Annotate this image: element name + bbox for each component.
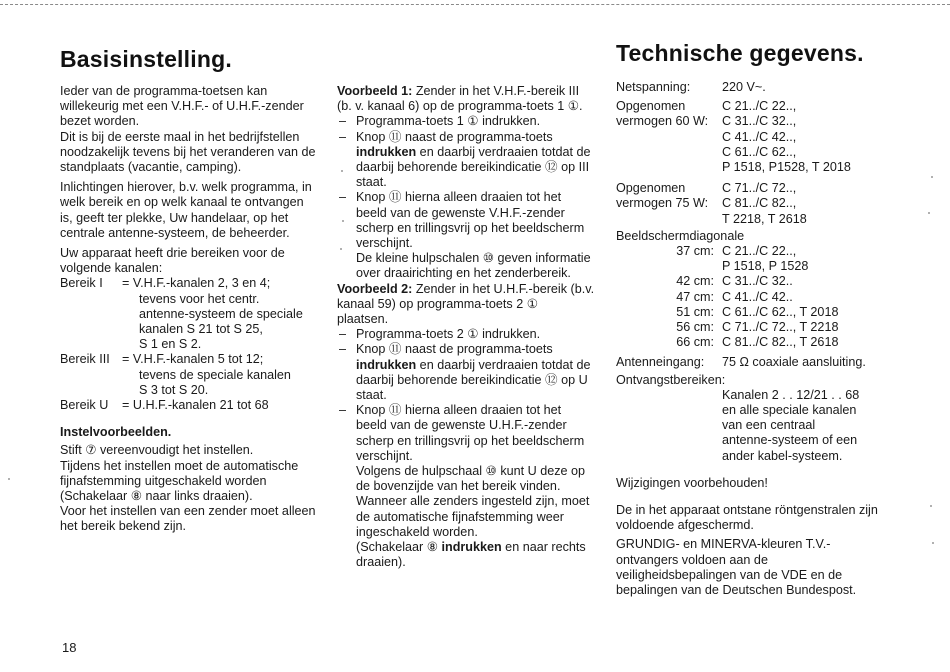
range-line: = U.H.F.-kanalen 21 tot 68 — [122, 398, 269, 413]
example-2-label: Voorbeeld 2: — [337, 281, 413, 296]
example-2-text: Zender in het U.H.F.-bereik (b.v. kanaal 59) op programma-toets 2 ① — [337, 281, 595, 311]
screen-models: C 71../C 72.., T 2218 — [722, 320, 839, 335]
scan-speck — [928, 212, 930, 214]
range-line: kanalen S 21 tot S 25, — [139, 322, 263, 337]
example-2-note-3 — [337, 540, 595, 570]
changes-notice: Wijzigingen voorbehouden! — [616, 475, 768, 490]
step-text: Knop ⑪ hierna alleen draaien tot het beeld van de gewenste V.H.F.-zender scherp en trillingsvrij op het beeldscherm verschijnt. — [356, 190, 585, 251]
step-text: en daarbij verdraaien totdat de daarbij behorende bereikindicatie ⑫ op III staat. — [356, 144, 591, 190]
example-1-text: Zender in het V.H.F.-bereik III (b. v. kanaal 6) op de programma-toets 1 ①. — [337, 84, 583, 114]
reception-line: Kanalen 2 . . 12/21 . . 68 — [722, 387, 860, 402]
model-line: C 21../C 22.., — [722, 99, 797, 114]
spec-net-voltage — [616, 80, 886, 95]
model-line: C 31../C 32.., — [722, 114, 797, 129]
screen-row — [616, 305, 886, 320]
scan-speck — [932, 542, 934, 544]
example-2-text-2: plaatsen. — [337, 312, 389, 327]
spec-reception-label: Ontvangstbereiken: — [616, 372, 726, 387]
screen-models: C 41../C 42.. — [722, 289, 793, 304]
model-line: C 21../C 22.., — [722, 244, 797, 259]
scan-speck — [340, 248, 342, 250]
range-name: Bereik III — [60, 352, 110, 367]
range-list — [60, 276, 318, 413]
paragraph-first-use: Dit is bij de eerste maal in het bedrijfstellen noodzakelijk tevens bij het veranderen van de standplaats (vacantie, camping). — [60, 129, 316, 175]
paragraph-info: Inlichtingen hierover, b.v. welk programma, in welk bereik en op welk kanaal te ontvangen is, geeft ter plekke, Uw handelaar, op het centrale antenne-systeem, de beheerder. — [60, 180, 312, 240]
screen-row — [616, 290, 886, 305]
list-item — [337, 342, 595, 403]
reception-line: van een centraal — [722, 418, 816, 433]
scan-speck — [931, 176, 933, 178]
example-1-intro — [337, 84, 595, 114]
spec-reception-value — [722, 388, 886, 464]
step-text: Knop ⑪ naast de programma-toets — [356, 342, 553, 357]
screen-size: 37 cm: — [676, 244, 714, 259]
range-name: Bereik U — [60, 398, 109, 413]
reception-line: antenne-systeem of een — [722, 433, 858, 448]
step-text: en daarbij verdraaien totdat de daarbij behorende bereikindicatie ⑫ op U staat. — [356, 357, 591, 403]
paragraph-intro: Ieder van de programma-toetsen kan willekeurig met een V.H.F.- of U.H.F.-zender bezet worden. — [60, 84, 304, 129]
paragraph-pin: Stift ⑦ vereenvoudigt het instellen. — [60, 443, 254, 458]
scan-speck — [341, 170, 343, 172]
reception-line: en alle speciale kanalen — [722, 403, 857, 418]
screen-models — [722, 244, 886, 274]
paragraph-ranges-intro: Uw apparaat heeft drie bereiken voor de volgende kanalen: — [60, 246, 285, 276]
reception-line: ander kabel-systeem. — [722, 448, 843, 463]
range-line: = V.H.F.-kanalen 2, 3 en 4; — [122, 276, 271, 291]
example-2-note-2: Wanneer alle zenders ingesteld zijn, moet de automatische fijnafstemming weer ingeschakeld worden. — [356, 494, 590, 539]
screen-size: 66 cm: — [676, 335, 714, 350]
spec-label — [616, 181, 722, 227]
spec-power-75w — [616, 181, 886, 227]
spec-screen-label: Beeldschermdiagonale — [616, 228, 745, 243]
range-name: Bereik I — [60, 276, 103, 291]
spec-value: 75 Ω coaxiale aansluiting. — [722, 355, 866, 370]
screen-row — [616, 320, 886, 335]
scan-speck — [8, 478, 10, 480]
screen-models: C 31../C 32.. — [722, 274, 793, 289]
screen-models: C 61../C 62.., T 2018 — [722, 304, 839, 319]
screen-row — [616, 274, 886, 289]
example-1-note: De kleine hulpschalen ⑩ geven informatie over draairichting en het zenderbereik. — [356, 251, 591, 281]
range-desc — [122, 276, 318, 352]
left-title: Basisinstelling. — [60, 46, 232, 72]
xray-notice: De in het apparaat ontstane röntgenstralen zijn voldoende afgeschermd. — [616, 503, 878, 533]
label-line: vermogen 60 W: — [616, 114, 709, 129]
heading-examples: Instelvoorbeelden. — [60, 425, 172, 440]
top-divider — [0, 4, 950, 5]
model-line: P 1518, P1528, T 2018 — [722, 160, 851, 175]
example-1-label: Voorbeeld 1: — [337, 84, 413, 98]
scan-speck — [930, 505, 932, 507]
screen-size: 47 cm: — [676, 289, 714, 304]
paragraph-range-known: Voor het instellen van een zender moet alleen het bereik bekend zijn. — [60, 504, 316, 534]
screen-size: 51 cm: — [676, 304, 714, 319]
left-column — [60, 84, 318, 535]
label-line: vermogen 75 W: — [616, 196, 709, 211]
spec-label: Antenneingang: — [616, 355, 705, 370]
note-text: en naar rechts draaien). — [356, 540, 586, 570]
step-text: Knop ⑪ hierna alleen draaien tot het beeld van de gewenste U.H.F.-zender scherp en trillingsvrij op het beeldscherm verschijnt. — [356, 403, 585, 463]
spec-label: Netspanning: — [616, 80, 691, 94]
list-item — [337, 327, 595, 342]
range-line: S 1 en S 2. — [139, 337, 202, 352]
spec-value — [722, 181, 886, 227]
screen-size: 42 cm: — [676, 274, 714, 289]
range-line: antenne-systeem de speciale — [139, 306, 303, 321]
spec-power-60w — [616, 99, 886, 175]
screen-models: C 81../C 82.., T 2618 — [722, 335, 839, 350]
screen-row — [616, 244, 886, 274]
list-item — [337, 403, 595, 464]
spec-label — [616, 99, 722, 175]
step-emphasis: indrukken — [356, 357, 417, 372]
model-line: T 2218, T 2618 — [722, 211, 807, 226]
step-text: Knop ⑪ naast de programma-toets — [356, 129, 553, 144]
screen-row — [616, 335, 886, 350]
example-2-note-1: Volgens de hulpschaal ⑩ kunt U deze op de bovenzijde van het bereik vinden. — [356, 464, 586, 494]
example-2-intro — [337, 282, 595, 328]
range-desc — [122, 352, 318, 398]
range-line: tevens voor het centr. — [139, 291, 260, 306]
screen-size: 56 cm: — [676, 320, 714, 335]
list-item — [337, 130, 595, 191]
list-item — [337, 190, 595, 251]
example-1-steps — [337, 114, 595, 251]
middle-column — [337, 84, 595, 571]
label-line: Opgenomen — [616, 99, 686, 114]
list-item — [337, 114, 595, 129]
note-text: (Schakelaar ⑧ — [356, 540, 442, 555]
right-title: Technische gegevens. — [616, 40, 864, 66]
note-emphasis: indrukken — [441, 540, 502, 555]
step-emphasis: indrukken — [356, 144, 417, 159]
range-item — [60, 352, 318, 398]
model-line: C 61../C 62.., — [722, 144, 797, 159]
range-desc — [122, 398, 318, 413]
model-line: C 41../C 42.., — [722, 129, 797, 144]
range-line: tevens de speciale kanalen — [139, 367, 291, 382]
range-line: S 3 tot S 20. — [139, 382, 209, 397]
model-line: C 81../C 82.., — [722, 196, 797, 211]
page-number: 18 — [62, 640, 77, 655]
scan-speck — [342, 220, 344, 222]
right-column — [616, 80, 886, 598]
label-line: Opgenomen — [616, 181, 686, 196]
example-2-steps — [337, 327, 595, 464]
range-item — [60, 276, 318, 352]
range-line: = V.H.F.-kanalen 5 tot 12; — [122, 352, 264, 367]
spec-screen-list — [616, 244, 886, 350]
spec-value — [722, 99, 886, 175]
spec-value: 220 V~. — [722, 80, 766, 94]
model-line: C 71../C 72.., — [722, 181, 797, 196]
vde-notice: GRUNDIG- en MINERVA-kleuren T.V.-ontvangers voldoen aan de veiligheidsbepalingen van de VDE en de bepalingen van de Deutschen Bundespost. — [616, 537, 857, 598]
spec-antenna — [616, 355, 886, 370]
step-text: Programma-toets 1 ① indrukken. — [356, 114, 541, 129]
paragraph-fine-tuning: Tijdens het instellen moet de automatische fijnafstemming uitgeschakeld worden (Schakelaar ⑧ naar links draaien). — [60, 458, 299, 504]
model-line: P 1518, P 1528 — [722, 259, 809, 274]
step-text: Programma-toets 2 ① indrukken. — [356, 327, 541, 342]
range-item — [60, 398, 318, 413]
